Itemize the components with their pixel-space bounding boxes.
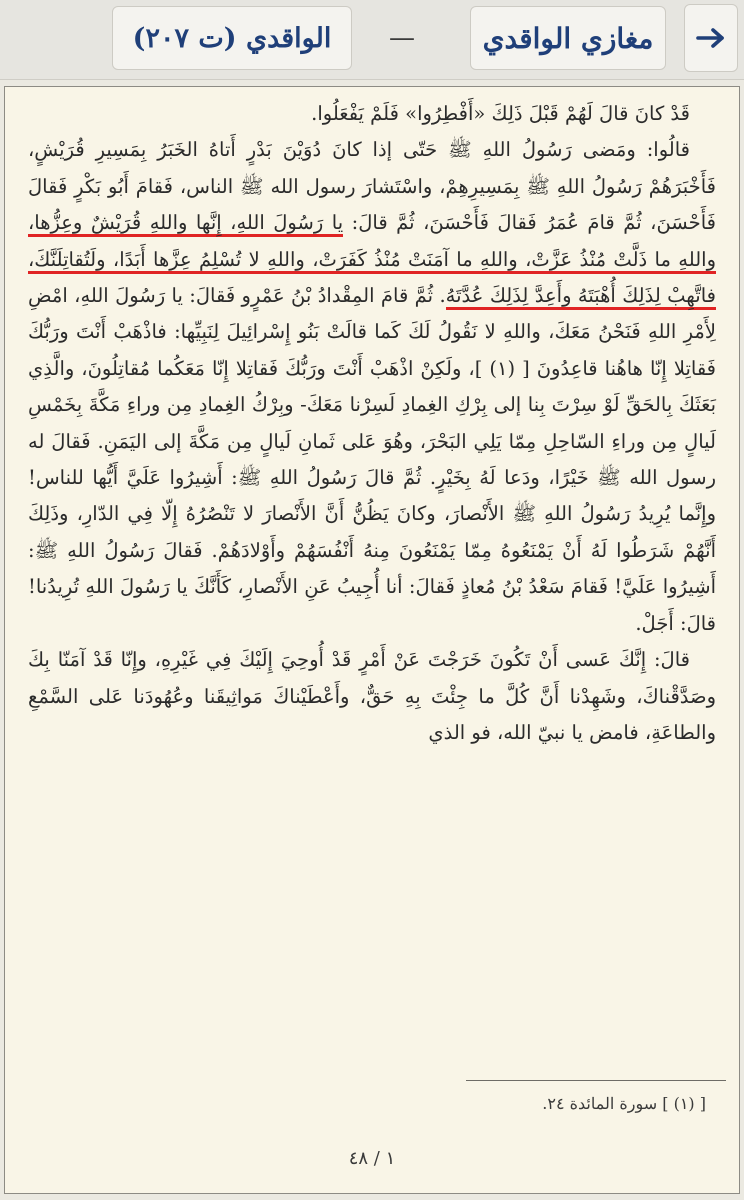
author-name: الواقدي (ت ٢٠٧) xyxy=(132,22,332,54)
top-toolbar xyxy=(0,0,744,80)
page-number: ١ / ٤٨ xyxy=(348,1148,396,1169)
text-segment: . ثُمَّ قامَ المِقْدادُ بْنُ عَمْرٍو فَقالَ: يا رَسُولَ اللهِ، امْضِ لِأَمْرِ اللهِ فَنَحْنُ مَعَكَ، واللهِ لا نَقُولُ لَكَ كَما قالَتْ بَنُو إِسْرائِيلَ لِنَبِيِّها: فاذْهَبْ أَنْتَ ورَبُّكَ فَقاتِلا إِنّا هاهُنا قاعِدُونَ [ (١) ]، ولَكِنْ اذْهَبْ أَنْتَ ورَبُّكَ فَقاتِلا إِنّا مَعَكُما مُقاتِلُونَ، والَّذِي بَعَثَكَ بِالحَقِّ لَوْ سِرْتَ بِنا إلى بِرْكِ الغِمادِ لَسِرْنا مَعَكَ- وبِرْكُ الغِمادِ مِن وراءِ مَكَّةَ بِخَمْسِ لَيالٍ مِن وراءِ السّاحِلِ مِمّا يَلِي البَحْرَ، وهُوَ عَلى ثَمانِ لَيالٍ مِن مَكَّةَ إلى اليَمَنِ. فَقالَ له رسول الله ﷺ خَيْرًا، ودَعا لَهُ بِخَيْرٍ. ثُمَّ قالَ رَسُولُ اللهِ ﷺ: أَشِيرُوا عَلَيَّ أَيُّها للناس! وإِنَّما يُرِيدُ رَسُولُ اللهِ ﷺ الأَنْصارَ، وكانَ يَظُنُّ أَنَّ الأَنْصارَ لا تَنْصُرُهُ إِلّا فِي الدّارِ، وذَلِكَ أَنَّهُمْ شَرَطُوا لَهُ أَنْ يَمْنَعُوهُ مِمّا يَمْنَعُونَ مِنهُ أَنْفُسَهُمْ وأَوْلادَهُمْ. فَقالَ رَسُولُ اللهِ ﷺ: أَشِيرُوا عَلَيَّ! فَقامَ سَعْدُ بْنُ مُعاذٍ فَقالَ: أنا أُجِيبُ عَنِ الأَنْصارِ، كَأَنَّكَ يا رَسُولَ اللهِ تُرِيدُنا! قالَ: أَجَلْ. xyxy=(28,284,717,635)
book-title-button[interactable] xyxy=(470,6,666,70)
footnote-divider xyxy=(466,1080,726,1081)
title-separator: — xyxy=(389,23,415,53)
footnote: [ (١) ] سورة المائدة ٢٤. xyxy=(542,1094,706,1113)
back-button[interactable] xyxy=(684,4,738,72)
highlighted-text: يا رَسُولَ اللهِ، إِنَّها واللهِ قُرَيْشٌ وعِزُّها، واللهِ ما ذَلَّتْ مُنْذُ عَزَّتْ، واللهِ ما آمَنَتْ مُنْذُ كَفَرَتْ، واللهِ لا تُسْلِمُ عِزَّها أَبَدًا، ولَتُقاتِلَنَّكَ، فاتَّهِبْ لِذَلِكَ أُهْبَتَهُ وأَعِدَّ لِذَلِكَ عُدَّتَهُ xyxy=(28,211,716,310)
paragraph xyxy=(28,96,716,132)
arrow-right-icon xyxy=(696,27,726,49)
paragraph xyxy=(28,132,716,642)
text-segment: قالَ: إِنَّكَ عَسى أَنْ تَكُونَ خَرَجْتَ عَنْ أَمْرٍ قَدْ أُوحِيَ إِلَيْكَ فِي غَيْرِهِ، وإِنّا قَدْ آمَنّا بِكَ وصَدَّقْناكَ، وشَهِدْنا أَنَّ كُلَّ ما جِئْتَ بِهِ حَقٌّ، وأَعْطَيْناكَ مَواثِيقَنا وعُهُودَنا عَلى السَّمْعِ والطاعَةِ، فامض يا نبيّ الله، فو الذي xyxy=(28,648,716,744)
paragraph xyxy=(28,642,716,751)
text-segment: قالُوا: ومَضى رَسُولُ اللهِ ﷺ حَتّى إذا كانَ دُوَيْنَ بَدْرٍ أَتاهُ الخَبَرُ بِمَسِيرِ قُرَيْشٍ، فَأَخْبَرَهُمْ رَسُولُ اللهِ ﷺ بِمَسِيرِهِمْ، واسْتَشارَ رسول الله ﷺ الناس، فَقامَ أَبُو بَكْرٍ فَقالَ فَأَحْسَنَ، ثُمَّ قامَ عُمَرُ فَقالَ فَأَحْسَنَ، ثُمَّ قالَ: xyxy=(28,138,717,235)
book-title: مغازي الواقدي xyxy=(482,21,654,55)
text-segment: قَدْ كانَ قالَ لَهُمْ قَبْلَ ذَلِكَ «أَفْطِرُوا» فَلَمْ يَفْعَلُوا. xyxy=(311,102,690,125)
author-button[interactable] xyxy=(112,6,352,70)
page-text xyxy=(28,96,716,751)
